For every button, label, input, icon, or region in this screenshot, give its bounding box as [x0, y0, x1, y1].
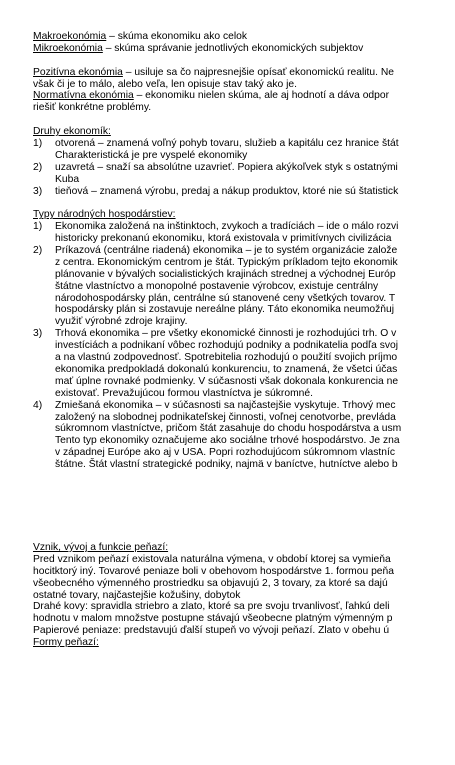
national-economies-item-1	[33, 221, 455, 245]
national-economies-item-2	[33, 245, 455, 328]
national-economies-list	[33, 221, 455, 471]
types-of-economies-item-number: 3)	[33, 185, 43, 197]
types-of-economies-item-number: 1)	[33, 138, 43, 150]
types-of-economies-item-2	[33, 162, 455, 186]
types-of-economies-item-3	[33, 186, 455, 198]
national-economies-item-line: a na vlastnú zodpovednosť. Spotrebitelia rozhodujú o použití svojich príjmo	[55, 352, 398, 364]
national-economies-item-line: využiť výrobné zdroje krajiny.	[55, 316, 188, 328]
types-of-economies-item-line: tieňová – znamená výrobu, predaj a nákup produktov, ktoré nie sú štatistick	[55, 185, 399, 197]
national-economies-item-3	[33, 328, 455, 399]
national-economies-item-line: Zmiešaná ekonomika – v súčasnosti sa najčastejšie vyskytuje. Trhový mec	[55, 399, 396, 411]
types-of-economies-item-line: otvorená – znamená voľný pohyb tovaru, služieb a kapitálu cez hranice štát	[55, 138, 399, 150]
national-economies-item-line: štátne vlastníctvo a monopolné postavenie výrobcov, existuje centrálny	[55, 280, 379, 292]
national-economies-item-line: súkromnom vlastníctve, pričom štát zasahuje do chodu hospodárstva a usm	[55, 423, 402, 435]
heading-forms-of-money: Formy peňazí:	[33, 637, 99, 649]
term-positive-economics: Pozitívna ekonómia	[33, 66, 123, 78]
national-economies-item-line: založený na slobodnej podnikateľskej činnosti, voľnej cenotvorbe, prevláda	[55, 411, 396, 423]
money-paragraph-line: Pred vznikom peňazí existovala naturálna výmena, v období ktorej sa vymieňa	[33, 553, 391, 565]
national-economies-item-number: 1)	[33, 221, 43, 233]
national-economies-item-line: Ekonomika založená na inštinktoch, zvykoch a tradíciách – ide o málo rozvi	[55, 221, 399, 233]
national-economies-item-number: 4)	[33, 399, 43, 411]
national-economies-item-line: investíciách a podnikaní vôbec rozhodujú podniky a podnikatelia podľa svoj	[55, 340, 399, 352]
types-of-economies-list	[33, 138, 455, 197]
types-of-economies-item-line: uzavretá – snaží sa absolútne uzavrieť. Popiera akýkoľvek styk s ostatnými	[55, 161, 398, 173]
heading-money: Vznik, vývoj a funkcie peňazí:	[33, 541, 169, 553]
term-normative-economics: Normatívna ekonómia	[33, 90, 134, 102]
definition-microeconomics: Mikroekonómia – skúma správanie jednotlivých ekonomických subjektov	[33, 42, 364, 54]
types-of-economies-item-line: Kuba	[55, 173, 80, 185]
money-paragraph-line: hodnotu v malom množstve postupne stávajú všeobecne platným výmenným p	[33, 613, 393, 625]
national-economies-item-number: 2)	[33, 245, 43, 257]
types-of-economies-item-number: 2)	[33, 161, 43, 173]
document-page: Makroekonómia – skúma ekonomiku ako celok Mikroekonómia – skúma správanie jednotlivých ekonomických subjektov Pozitívna ekonómia – usiluje sa čo najpresnejšie opísať ekonomickú realitu. Ne však či je to málo, alebo veľa, len opisuje stav taký ako je. Normatívna ekonómia – ekonomiku nielen skúma, ale aj hodnotí a dáva odpor riešiť konkrétne problémy. Druhy ekonomík: 1) otvorená – znamená voľný pohyb tovaru, služieb a kapitálu cez hranice štát Charakteristická je pre vyspelé ekonomiky 2) uzavretá – snaží sa absolútne uzavrieť. Popiera akýkoľvek styk s ostatnými Kuba 3) tieňová – znamená výrobu, predaj a nákup produktov, ktoré nie sú štatistick Typy národných hospodárstiev: 1) Ekonomika založená na inštinktoch, zvykoch a tradíciách – ide o málo rozvi historicky prekonanú ekonomiku, ktorá existovala v primitívnych civilizácia 2) Príkazová (centrálne riadená) ekonomika – je to systém organizácie založe z centra. Ekonomickým centrom je štát. Typickým príkladom tejto ekonomik plánovanie v bývalých socialistických krajinách strednej a východnej Európ štátne vlastníctvo a monopolné postavenie výrobcov, existuje centrálny národohospodársky plán, centrálne sú stanovené ceny všetkých tovarov. T hospodársky plán si zostavuje nereálne plány. Táto ekonomika neumožňuj využiť výrobné zdroje krajiny. 3) Trhová ekonomika – pre všetky ekonomické činnosti je rozhodujúci trh. O v investíciách a podnikaní vôbec rozhodujú podniky a podnikatelia podľa svoj a na vlastnú zodpovednosť. Spotrebitelia rozhodujú o použití svojich príjmo ekonomika predpokladá dokonalú konkurenciu, to znamená, že všetci účas mať úplne rovnaké podmienky. V súčasnosti však dokonala konkurencia ne existovať. Prevažujúcou formou vlastníctva je súkromné. 4) Zmiešaná ekonomika – v súčasnosti sa najčastejšie vyskytuje. Trhový mec založený na slobodnej podnikateľskej činnosti, voľnej cenotvorbe, prevláda súkromnom vlastníctve, pričom štát zasahuje do chodu hospodárstva a usm Tento typ ekonomiky označujeme ako sociálne trhové hospodárstvo. Je zna v západnej Európe ako aj v USA. Popri rozhodujúcom súkromnom vlastníc štátne. Štát vlastní strategické podniky, najmä v baníctve, hutníctve alebo b Vznik, vývoj a funkcie peňazí: Pred vznikom peňazí existovala naturálna výmena, v období ktorej sa vymieňa hocitktorý iný. Tovarové peniaze boli v obehovom hospodárstve 1. formou peňa všeobecného výmenného prostriedku sa objavujú 2, 3 tovary, za ktoré sa dajú ostatné tovary, najčastejšie kožušiny, dobytok Drahé kovy: spravidla striebro a zlato, ktoré sa pre svoju trvanlivosť, ľahkú deli hodnotu v malom množstve postupne stávajú všeobecne platným výmenným p Papierové peniaze: predstavujú ďalší stupeň vo vývoji peňazí. Zlato v obehu ú Formy peňazí:	[33, 31, 455, 649]
national-economies-item-line: Tento typ ekonomiky označujeme ako sociálne trhové hospodárstvo. Je zna	[55, 435, 400, 447]
national-economies-item-line: hospodársky plán si zostavuje nereálne plány. Táto ekonomika neumožňuj	[55, 304, 395, 316]
national-economies-item-number: 3)	[33, 328, 43, 340]
definition-normative-economics: Normatívna ekonómia – ekonomiku nielen skúma, ale aj hodnotí a dáva odpor	[33, 90, 390, 102]
national-economies-item-line: plánovanie v bývalých socialistických krajinách strednej a východnej Európ	[55, 268, 396, 280]
money-paragraph-line: všeobecného výmenného prostriedku sa objavujú 2, 3 tovary, za ktoré sa dajú	[33, 577, 388, 589]
term-microeconomics: Mikroekonómia	[33, 42, 103, 54]
national-economies-item-line: národohospodársky plán, centrálne sú stanovené ceny všetkých tovarov. T	[55, 292, 396, 304]
national-economies-item-line: historicky prekonanú ekonomiku, ktorá existovala v primitívnych civilizácia	[55, 233, 392, 245]
national-economies-item-line: ekonomika predpokladá dokonalú konkurenciu, to znamená, že všetci účas	[55, 363, 398, 375]
money-paragraph-line: Drahé kovy: spravidla striebro a zlato, ktoré sa pre svoju trvanlivosť, ľahkú deli	[33, 601, 390, 613]
national-economies-item-4	[33, 400, 455, 471]
definition-positive-economics: Pozitívna ekonómia – usiluje sa čo najpresnejšie opísať ekonomickú realitu. Ne	[33, 66, 395, 78]
national-economies-item-line: štátne. Štát vlastní strategické podniky, najmä v baníctve, hutníctve alebo b	[55, 459, 398, 471]
national-economies-item-line: Príkazová (centrálne riadená) ekonomika – je to systém organizácie založe	[55, 245, 398, 257]
term-macroeconomics: Makroekonómia	[33, 31, 107, 42]
national-economies-item-line: z centra. Ekonomickým centrom je štát. Typickým príkladom tejto ekonomik	[55, 256, 398, 268]
money-paragraph-line: hocitktorý iný. Tovarové peniaze boli v obehovom hospodárstve 1. formou peňa	[33, 565, 394, 577]
money-paragraph-line: Papierové peniaze: predstavujú ďalší stupeň vo vývoji peňazí. Zlato v obehu ú	[33, 625, 390, 637]
types-of-economies-item-line: Charakteristická je pre vyspelé ekonomiky	[55, 149, 248, 161]
types-of-economies-item-1	[33, 138, 455, 162]
national-economies-item-line: mať úplne rovnaké podmienky. V súčasnosti však dokonala konkurencia ne	[55, 375, 399, 387]
national-economies-item-line: v západnej Európe ako aj v USA. Popri rozhodujúcom súkromnom vlastníc	[55, 447, 395, 459]
national-economies-item-line: existovať. Prevažujúcou formou vlastníctva je súkromné.	[55, 387, 313, 399]
heading-national-economies: Typy národných hospodárstiev:	[33, 209, 176, 221]
money-paragraph	[33, 554, 455, 637]
national-economies-item-line: Trhová ekonomika – pre všetky ekonomické činnosti je rozhodujúci trh. O v	[55, 328, 397, 340]
heading-types-of-economies: Druhy ekonomík:	[33, 126, 111, 138]
money-paragraph-line: ostatné tovary, najčastejšie kožušiny, dobytok	[33, 589, 241, 601]
definition-macroeconomics: Makroekonómia – skúma ekonomiku ako celok	[33, 31, 248, 42]
